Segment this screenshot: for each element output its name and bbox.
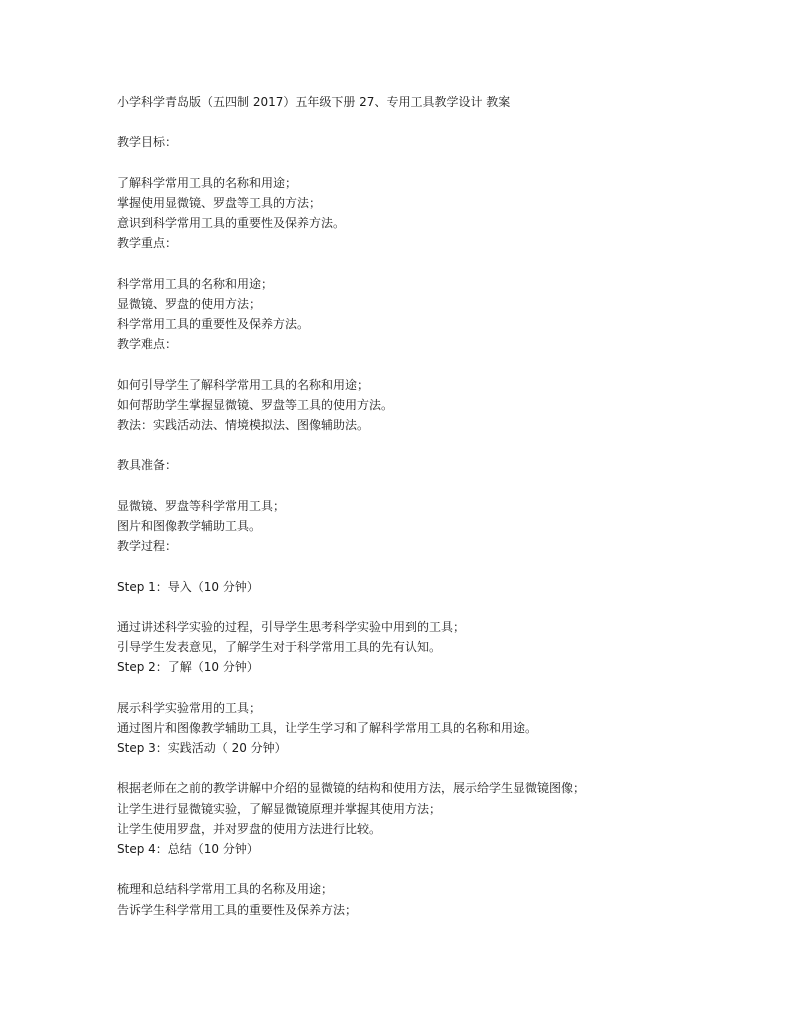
goals-item: 意识到科学常用工具的重要性及保养方法。 bbox=[117, 216, 346, 231]
key-points-item: 科学常用工具的重要性及保养方法。 bbox=[117, 317, 310, 332]
teaching-methods: 教法：实践活动法、情境模拟法、图像辅助法。 bbox=[117, 418, 370, 432]
key-points-item: 显微镜、罗盘的使用方法； bbox=[117, 296, 262, 311]
document-body bbox=[117, 92, 737, 920]
difficulties-item: 如何帮助学生掌握显微镜、罗盘等工具的使用方法。 bbox=[117, 397, 394, 412]
step2-item: 通过图片和图像教学辅助工具，让学生学习和了解科学常用工具的名称和用途。 bbox=[117, 720, 538, 735]
step3-item: 让学生进行显微镜实验，了解显微镜原理并掌握其使用方法； bbox=[117, 801, 442, 816]
step3-item: 根据老师在之前的教学讲解中介绍的显微镜的结构和使用方法，展示给学生显微镜图像； bbox=[117, 781, 586, 796]
key-points-heading: 教学重点： bbox=[117, 236, 178, 251]
step4-item: 梳理和总结科学常用工具的名称及用途； bbox=[117, 882, 334, 897]
key-points-item: 科学常用工具的名称和用途； bbox=[117, 276, 274, 291]
difficulties-heading: 教学难点： bbox=[117, 337, 178, 352]
step2-item: 展示科学实验常用的工具； bbox=[117, 700, 262, 715]
step1-item: 通过讲述科学实验的过程，引导学生思考科学实验中用到的工具； bbox=[117, 619, 466, 634]
materials-item: 图片和图像教学辅助工具。 bbox=[117, 518, 262, 533]
goals-item: 掌握使用显微镜、罗盘等工具的方法； bbox=[117, 195, 322, 210]
step3-heading: Step 3：实践活动（ 20 分钟） bbox=[117, 741, 287, 755]
document-title: 小学科学青岛版（五四制 2017）五年级下册 27、专用工具教学设计 教案 bbox=[117, 95, 511, 109]
step2-heading: Step 2：了解（10 分钟） bbox=[117, 660, 259, 675]
step3-item: 让学生使用罗盘，并对罗盘的使用方法进行比较。 bbox=[117, 821, 382, 836]
difficulties-item: 如何引导学生了解科学常用工具的名称和用途； bbox=[117, 377, 370, 392]
step1-item: 引导学生发表意见，了解学生对于科学常用工具的先有认知。 bbox=[117, 640, 442, 655]
step4-heading: Step 4：总结（10 分钟） bbox=[117, 841, 259, 856]
step4-item: 告诉学生科学常用工具的重要性及保养方法； bbox=[117, 902, 358, 917]
materials-item: 显微镜、罗盘等科学常用工具； bbox=[117, 498, 286, 513]
materials-heading: 教具准备： bbox=[117, 458, 178, 473]
step1-heading: Step 1：导入（10 分钟） bbox=[117, 579, 259, 594]
process-heading: 教学过程： bbox=[117, 539, 178, 554]
goals-item: 了解科学常用工具的名称和用途； bbox=[117, 175, 298, 190]
goals-heading: 教学目标： bbox=[117, 135, 178, 150]
